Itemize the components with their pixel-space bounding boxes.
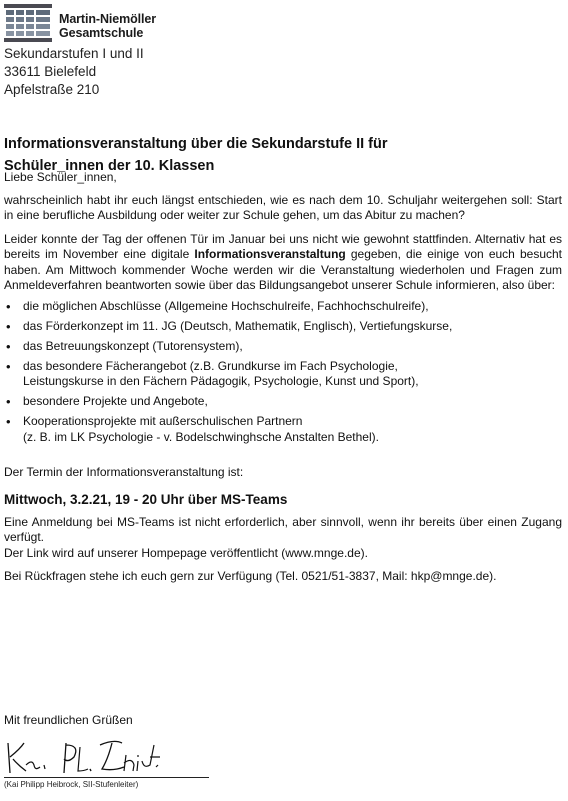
list-item-text: das besondere Fächerangebot (z.B. Grundkurse im Fach Psychologie,: [23, 358, 398, 373]
event-date: Mittwoch, 3.2.21, 19 - 20 Uhr über MS-Teams: [4, 491, 288, 507]
school-address: [4, 45, 144, 99]
logo-name-line1: Martin-Niemöller: [59, 12, 157, 26]
list-item-text: besondere Projekte und Angebote,: [23, 394, 208, 408]
paragraph-event-text: Leider konnte der Tag der offenen Tür im Januar bei uns nicht wie gewohnt stattfinden. Alternativ hat es bereits im November eine digitale: [4, 231, 562, 261]
list-item: [4, 359, 562, 390]
list-item-text: Kooperationsprojekte mit außerschulischen Partnern: [23, 414, 303, 428]
greeting: Liebe Schüler_innen,: [4, 170, 117, 184]
letter-body: [4, 170, 562, 585]
paragraph-registration: [4, 515, 562, 562]
paragraph-intro: wahrscheinlich habt ihr euch längst entschieden, wie es nach dem 10. Schuljahr weitergehen soll: Start in eine berufliche Ausbildung oder weiter zur Schule gehen, um das Abitur zu machen?: [4, 192, 562, 222]
list-item: [4, 339, 562, 355]
termin-intro: Der Termin der Informationsveranstaltung ist:: [4, 465, 244, 479]
address-line: Sekundarstufen I und II: [4, 46, 144, 61]
list-item: [4, 394, 562, 410]
logo-name-line2: Gesamtschule: [59, 26, 144, 40]
address-line: Apfelstraße 210: [4, 82, 100, 97]
topic-list: [4, 299, 562, 446]
list-item: [4, 299, 562, 315]
paragraph-event-bold: Informationsveranstaltung: [194, 247, 346, 261]
title-line2: Schüler_innen der 10. Klassen: [4, 158, 215, 174]
closing: Mit freundlichen Grüßen: [4, 713, 133, 727]
paragraph-event: [4, 232, 562, 294]
registration-line2: Der Link wird auf unserer Hompepage veröffentlicht (www.mnge.de).: [4, 545, 368, 560]
list-item-text: Leistungskurse in den Fächern Pädagogik, Psychologie, Kunst und Sport),: [23, 374, 419, 388]
list-item-text: das Betreuungskonzept (Tutorensystem),: [23, 338, 243, 353]
paragraph-event-text-end: gegeben, die einige von euch besucht haben. Am Mittwoch kommender Woche werden wir die Veranstaltung wiederholen und Fragen zum Anmeldeverfahren beantworten sowie über das Bildungsangebot unserer Schule informieren, also über:: [4, 247, 562, 292]
list-item-text: das Förderkonzept im 11. JG (Deutsch, Mathematik, Englisch), Vertiefungskurse,: [23, 318, 453, 333]
list-item: [4, 319, 562, 335]
school-building-icon: [4, 4, 52, 42]
signer-caption: (Kai Philipp Heibrock, SII-Stufenleiter): [4, 780, 139, 789]
handwritten-signature: [4, 735, 214, 779]
list-item: [4, 414, 562, 445]
signature-line: [4, 777, 209, 778]
list-item-text: (z. B. im LK Psychologie - v. Bodelschwinghsche Anstalten Bethel).: [23, 429, 379, 444]
logo-school-name: [59, 12, 156, 40]
title-line1: Informationsveranstaltung über die Sekundarstufe II für: [4, 136, 388, 152]
paragraph-contact: Bei Rückfragen stehe ich euch gern zur Verfügung (Tel. 0521/51-3837, Mail: hkp@mnge.de).: [4, 569, 497, 583]
list-item-text: die möglichen Abschlüsse (Allgemeine Hochschulreife, Fachhochschulreife),: [23, 298, 429, 313]
address-line: 33611 Bielefeld: [4, 64, 97, 79]
registration-line1: Eine Anmeldung bei MS-Teams ist nicht erforderlich, aber sinnvoll, wenn ihr bereits über einen Zugang verfügt.: [4, 514, 562, 544]
school-logo: [4, 4, 204, 42]
